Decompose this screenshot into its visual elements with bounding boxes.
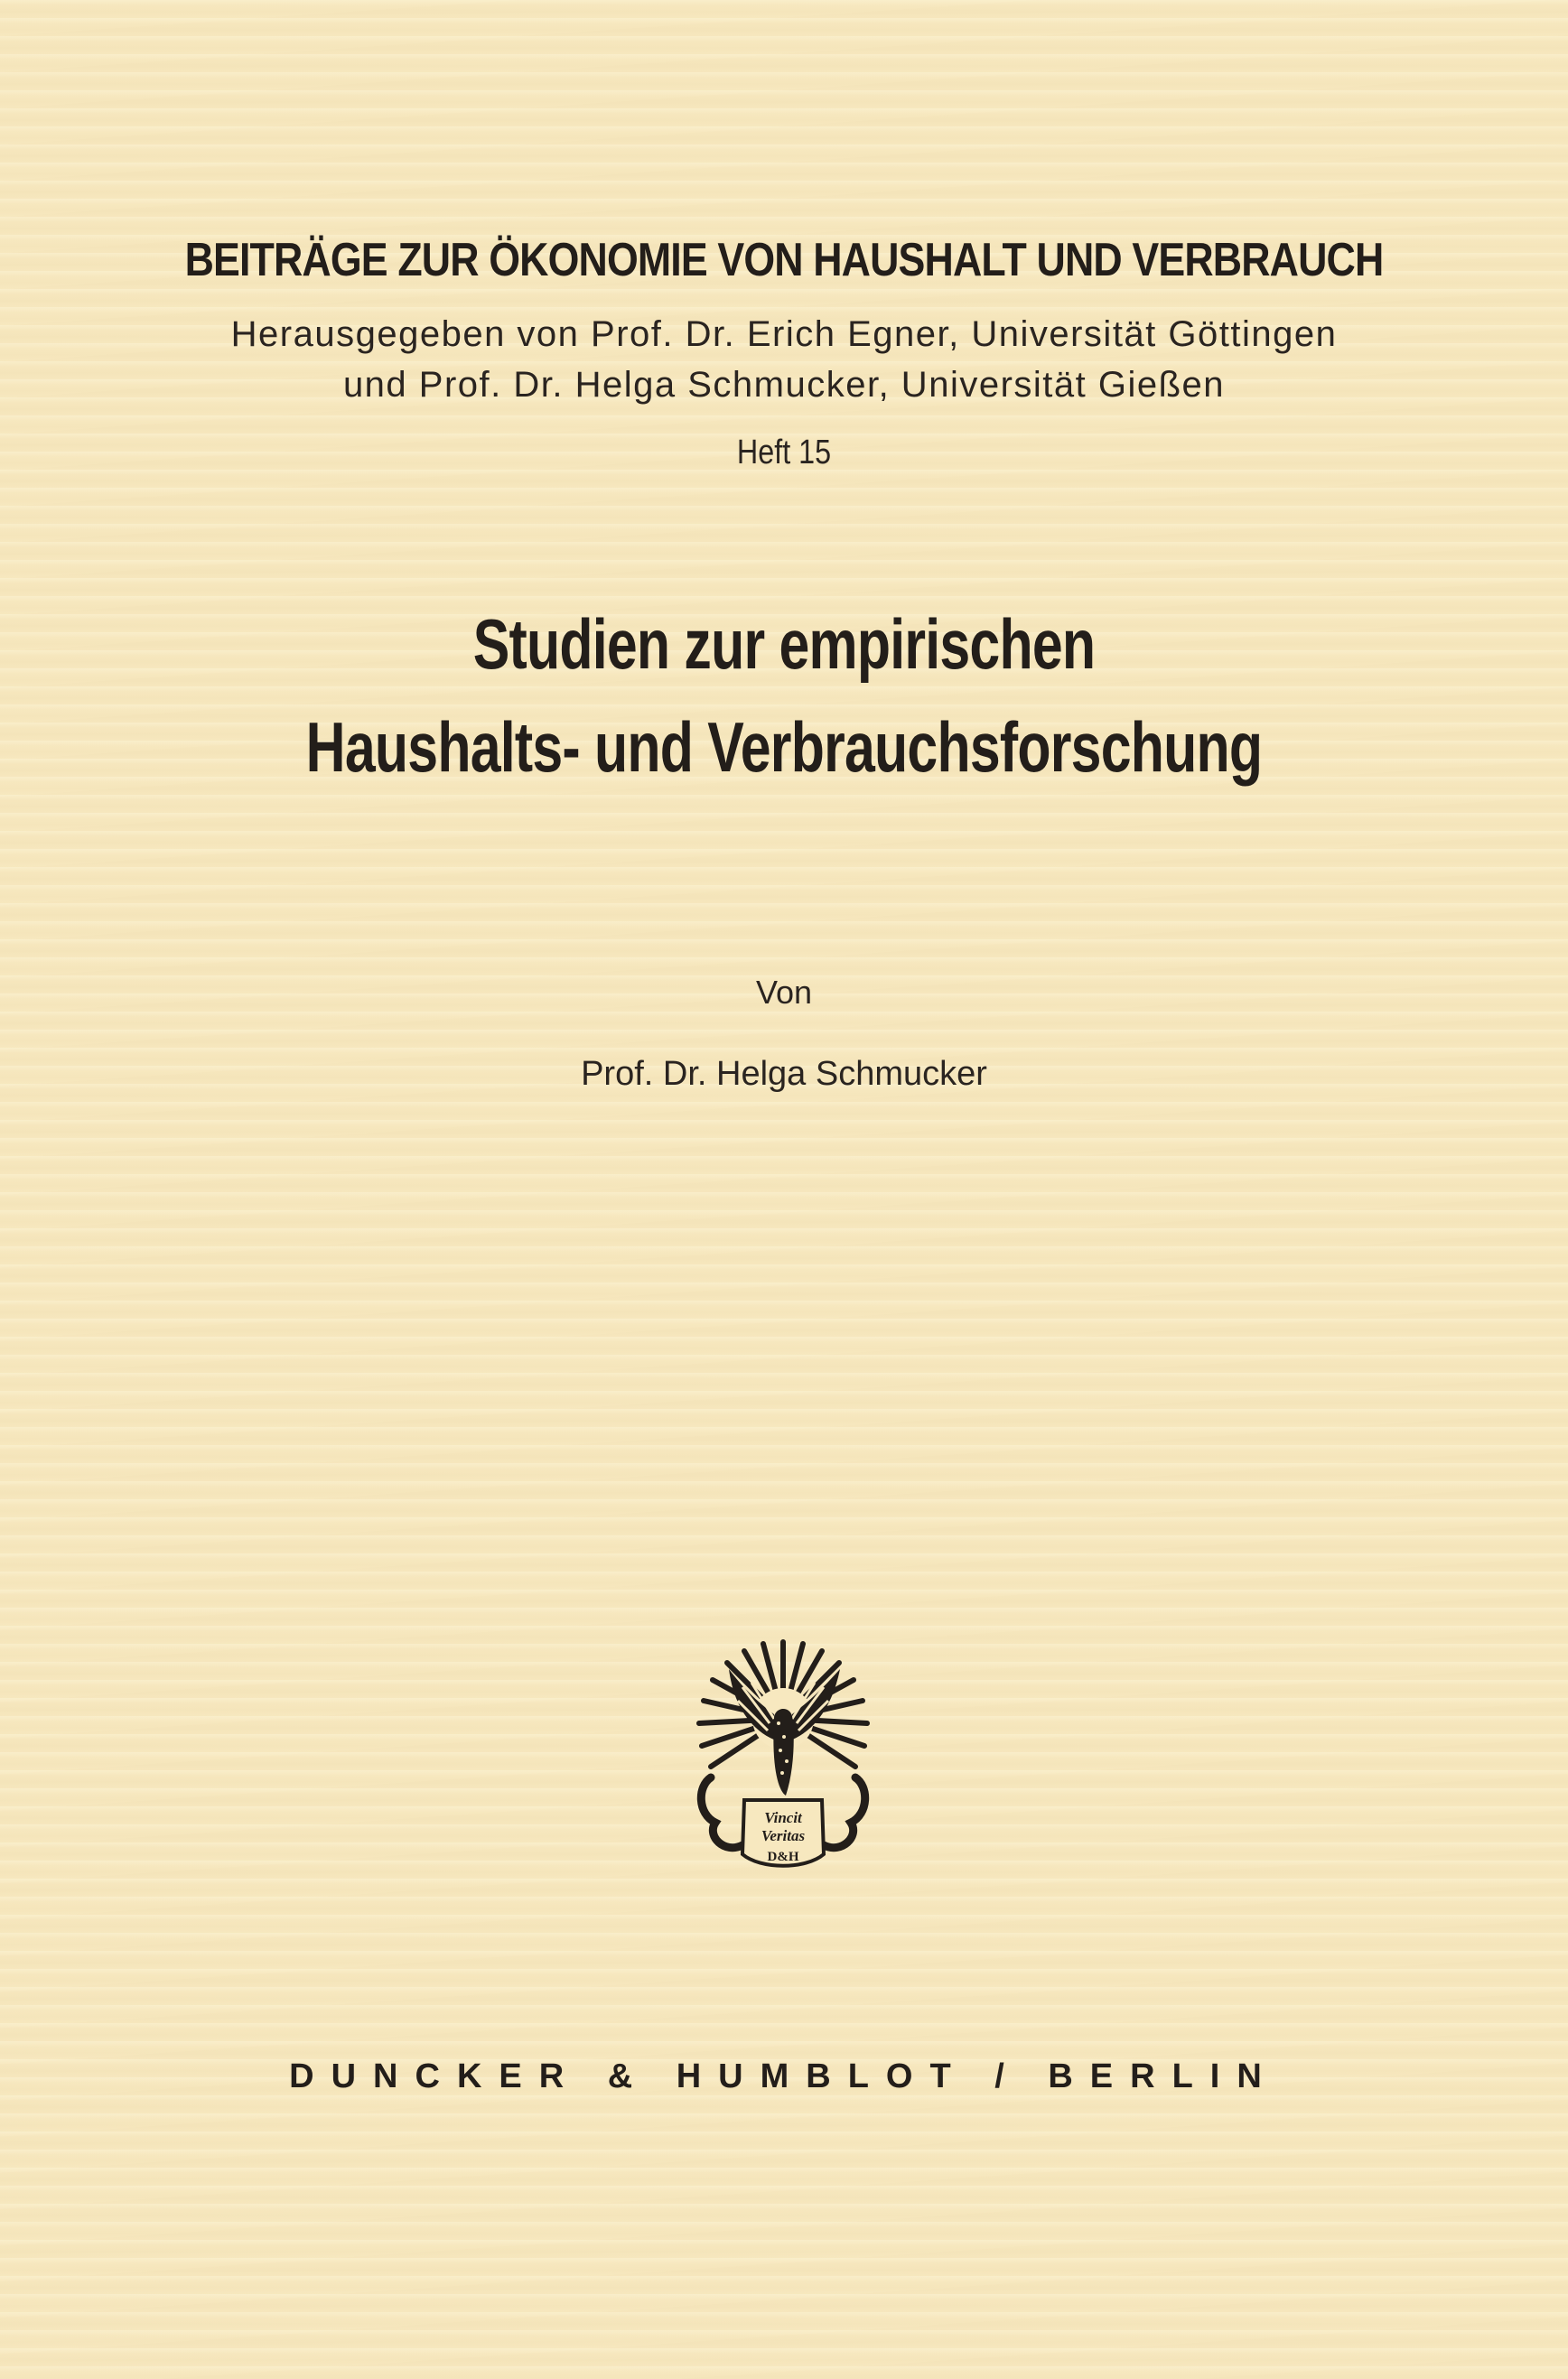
book-title-line-1: Studien zur empirischen [472, 604, 1096, 684]
eagle-sunburst-emblem-icon [688, 1633, 878, 1877]
svg-text:D&H: D&H [767, 1850, 799, 1864]
editors-line-1: Herausgegeben von Prof. Dr. Erich Egner, Universität Göttingen [230, 314, 1338, 354]
author-name: Prof. Dr. Helga Schmucker [581, 1055, 987, 1093]
series-title: BEITRÄGE ZUR ÖKONOMIE VON HAUSHALT UND VERBRAUCH [184, 234, 1384, 286]
by-label: Von [755, 974, 813, 1011]
publisher-name: DUNCKER & HUMBLOT / BERLIN [289, 2057, 1279, 2095]
book-title-line-2: Haushalts- und Verbrauchsforschung [305, 707, 1263, 787]
svg-text:Vincit: Vincit [764, 1809, 802, 1826]
editors-line-2: und Prof. Dr. Helga Schmucker, Universität Gießen [342, 365, 1226, 405]
svg-text:Veritas: Veritas [761, 1827, 806, 1844]
issue-number: Heft 15 [736, 434, 832, 471]
